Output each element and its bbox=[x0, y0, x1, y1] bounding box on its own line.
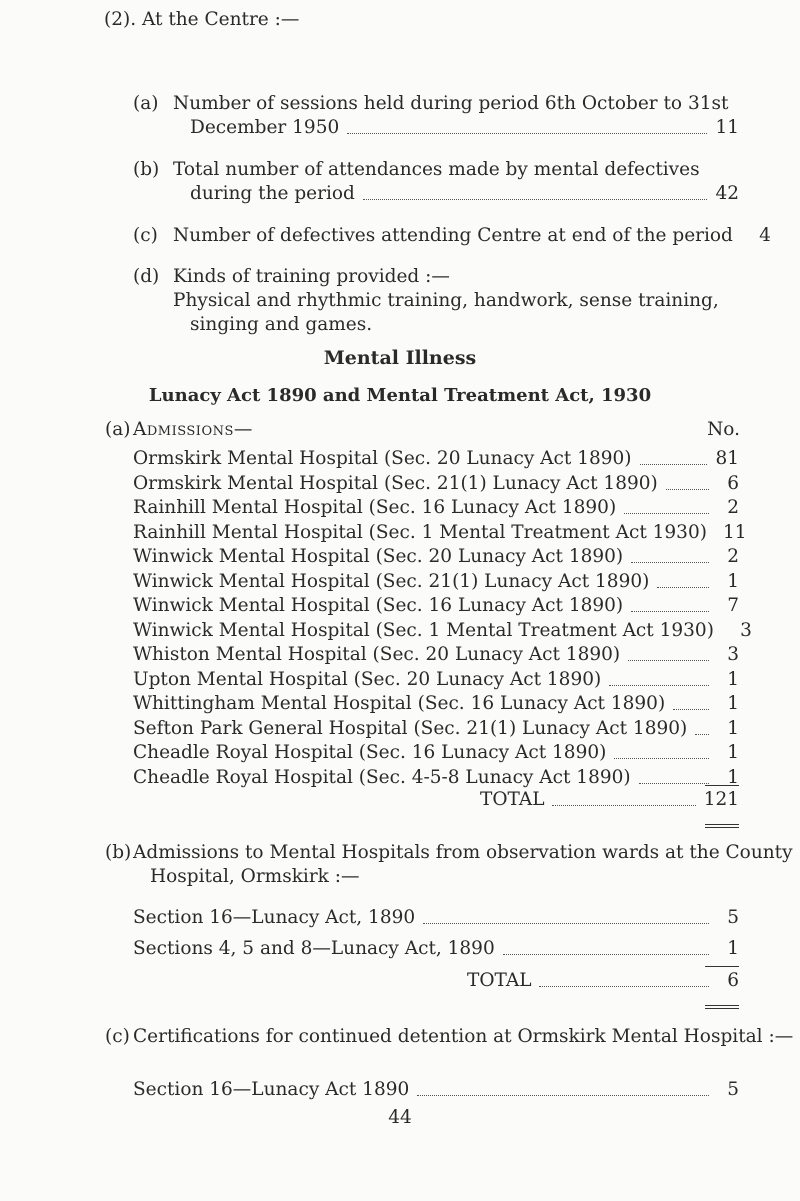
admissions-row bbox=[133, 545, 739, 569]
item-d-line1: Kinds of training provided :— bbox=[173, 266, 450, 287]
dot-leader bbox=[503, 954, 709, 955]
admissions-row-value: 1 bbox=[727, 570, 739, 592]
admissions-row-label: Sefton Park General Hospital (Sec. 21(1) Lunacy Act 1890) bbox=[133, 717, 688, 739]
item-a-value: 11 bbox=[715, 117, 739, 138]
certifications-row-label: Section 16—Lunacy Act 1890 bbox=[133, 1079, 410, 1100]
admissions-row bbox=[133, 643, 739, 667]
item-d-line2: Physical and rhythmic training, handwork, sense training, bbox=[173, 290, 719, 311]
page-number: 44 bbox=[388, 1107, 412, 1128]
total-rule bbox=[705, 785, 739, 786]
dot-leader bbox=[695, 734, 709, 735]
certifications-row-value: 5 bbox=[727, 1079, 739, 1100]
item-b-line1: Total number of attendances made by mental defectives bbox=[173, 159, 700, 180]
admissions-total-value: 121 bbox=[703, 789, 739, 810]
admissions-row-value: 1 bbox=[727, 742, 739, 763]
admissions-row-value: 1 bbox=[727, 717, 739, 739]
admissions-column-header: No. bbox=[707, 419, 740, 440]
admissions-row-label: Rainhill Mental Hospital (Sec. 16 Lunacy Act 1890) bbox=[133, 497, 617, 518]
admissions-row bbox=[133, 692, 739, 716]
admissions-row-label: Winwick Mental Hospital (Sec. 16 Lunacy Act 1890) bbox=[133, 595, 624, 616]
dot-leader bbox=[673, 709, 709, 710]
admissions-row-label: Cheadle Royal Hospital (Sec. 16 Lunacy Act 1890) bbox=[133, 742, 607, 763]
item-a-line2: December 1950 bbox=[190, 117, 340, 138]
admissions-row-value: 1 bbox=[727, 668, 739, 690]
observation-total-label: TOTAL bbox=[467, 970, 532, 991]
observation-line1: Admissions to Mental Hospitals from observation wards at the County bbox=[133, 842, 793, 863]
dot-leader bbox=[539, 986, 709, 987]
item-marker-b: (b) bbox=[133, 159, 160, 180]
observation-row bbox=[133, 937, 739, 961]
observation-row-value: 1 bbox=[727, 938, 739, 959]
admissions-row-label: Rainhill Mental Hospital (Sec. 1 Mental Treatment Act 1930) bbox=[133, 521, 707, 543]
admissions-row-value: 6 bbox=[727, 472, 739, 494]
admissions-row-label: Ormskirk Mental Hospital (Sec. 21(1) Lunacy Act 1890) bbox=[133, 472, 658, 494]
admissions-row bbox=[133, 521, 747, 545]
mental-illness-title: Mental Illness bbox=[323, 347, 477, 369]
dot-leader bbox=[552, 805, 695, 806]
dot-leader bbox=[628, 660, 709, 661]
item-d-line3: singing and games. bbox=[190, 314, 373, 335]
dot-leader bbox=[363, 199, 708, 200]
item-c-value: 4 bbox=[759, 225, 771, 246]
observation-row-value: 5 bbox=[727, 907, 739, 928]
admissions-row bbox=[133, 472, 739, 496]
admissions-row bbox=[133, 717, 739, 741]
admissions-row bbox=[133, 619, 752, 643]
item-b-line2: during the period bbox=[190, 183, 355, 204]
admissions-row bbox=[133, 668, 739, 692]
admissions-row-label: Winwick Mental Hospital (Sec. 20 Lunacy Act 1890) bbox=[133, 546, 624, 567]
admissions-marker: (a) bbox=[105, 419, 131, 440]
admissions-heading: Admissions— bbox=[133, 419, 253, 440]
item-marker-c: (c) bbox=[133, 225, 158, 246]
dot-leader bbox=[614, 758, 709, 759]
admissions-row-value: 7 bbox=[727, 595, 739, 616]
admissions-row-label: Winwick Mental Hospital (Sec. 1 Mental Treatment Act 1930) bbox=[133, 619, 714, 641]
dot-leader bbox=[347, 133, 707, 134]
admissions-row bbox=[133, 496, 739, 520]
item-a-line1: Number of sessions held during period 6th October to 31st bbox=[173, 93, 729, 114]
dot-leader bbox=[609, 685, 709, 686]
admissions-row-value: 3 bbox=[727, 644, 739, 665]
observation-row bbox=[133, 906, 739, 930]
admissions-total-row bbox=[480, 788, 739, 812]
dot-leader bbox=[417, 1095, 709, 1096]
admissions-row-value: 3 bbox=[740, 619, 752, 641]
dot-leader bbox=[666, 489, 709, 490]
admissions-row bbox=[133, 741, 739, 765]
observation-total-row bbox=[467, 969, 739, 993]
observation-row-label: Section 16—Lunacy Act, 1890 bbox=[133, 907, 416, 928]
certifications-line1: Certifications for continued detention at Ormskirk Mental Hospital :— bbox=[133, 1026, 794, 1047]
total-double-rule bbox=[705, 824, 739, 828]
admissions-row bbox=[133, 447, 739, 471]
mental-illness-subtitle: Lunacy Act 1890 and Mental Treatment Act, 1930 bbox=[148, 385, 652, 406]
dot-leader bbox=[640, 464, 708, 465]
admissions-row bbox=[133, 594, 739, 618]
item-marker-d: (d) bbox=[133, 266, 160, 287]
item-a-row bbox=[190, 116, 739, 140]
item-c-line1: Number of defectives attending Centre at end of the period bbox=[173, 225, 733, 246]
section-heading-centre: (2). At the Centre :— bbox=[104, 9, 300, 30]
admissions-row-value: 81 bbox=[715, 448, 739, 469]
admissions-row-label: Winwick Mental Hospital (Sec. 21(1) Lunacy Act 1890) bbox=[133, 570, 650, 592]
admissions-row-value: 2 bbox=[727, 497, 739, 518]
item-c-row bbox=[173, 224, 771, 248]
admissions-row-label: Whittingham Mental Hospital (Sec. 16 Lunacy Act 1890) bbox=[133, 693, 666, 714]
observation-row-label: Sections 4, 5 and 8—Lunacy Act, 1890 bbox=[133, 938, 495, 959]
admissions-row-label: Cheadle Royal Hospital (Sec. 4-5-8 Lunacy Act 1890) bbox=[133, 766, 631, 788]
admissions-row-value: 2 bbox=[727, 546, 739, 567]
admissions-row-value: 11 bbox=[722, 521, 747, 543]
admissions-row bbox=[133, 570, 739, 594]
total-double-rule bbox=[705, 1005, 739, 1009]
item-b-value: 42 bbox=[715, 183, 739, 204]
observation-line2: Hospital, Ormskirk :— bbox=[150, 866, 360, 887]
total-rule bbox=[705, 966, 739, 967]
admissions-total-label: TOTAL bbox=[480, 789, 545, 810]
dot-leader bbox=[657, 587, 709, 588]
certifications-row bbox=[133, 1078, 739, 1102]
observation-marker: (b) bbox=[105, 842, 132, 863]
certifications-marker: (c) bbox=[105, 1026, 130, 1047]
admissions-row-value: 1 bbox=[727, 766, 739, 788]
dot-leader bbox=[624, 513, 709, 514]
admissions-row-value: 1 bbox=[727, 693, 739, 714]
item-marker-a: (a) bbox=[133, 93, 159, 114]
dot-leader bbox=[423, 923, 709, 924]
admissions-row-label: Whiston Mental Hospital (Sec. 20 Lunacy Act 1890) bbox=[133, 644, 621, 665]
dot-leader bbox=[631, 611, 709, 612]
observation-total-value: 6 bbox=[727, 970, 739, 991]
admissions-row-label: Upton Mental Hospital (Sec. 20 Lunacy Act 1890) bbox=[133, 668, 602, 690]
dot-leader bbox=[639, 783, 709, 784]
item-b-row bbox=[190, 182, 739, 206]
dot-leader bbox=[631, 562, 709, 563]
admissions-row bbox=[133, 766, 739, 790]
admissions-row-label: Ormskirk Mental Hospital (Sec. 20 Lunacy Act 1890) bbox=[133, 448, 632, 469]
